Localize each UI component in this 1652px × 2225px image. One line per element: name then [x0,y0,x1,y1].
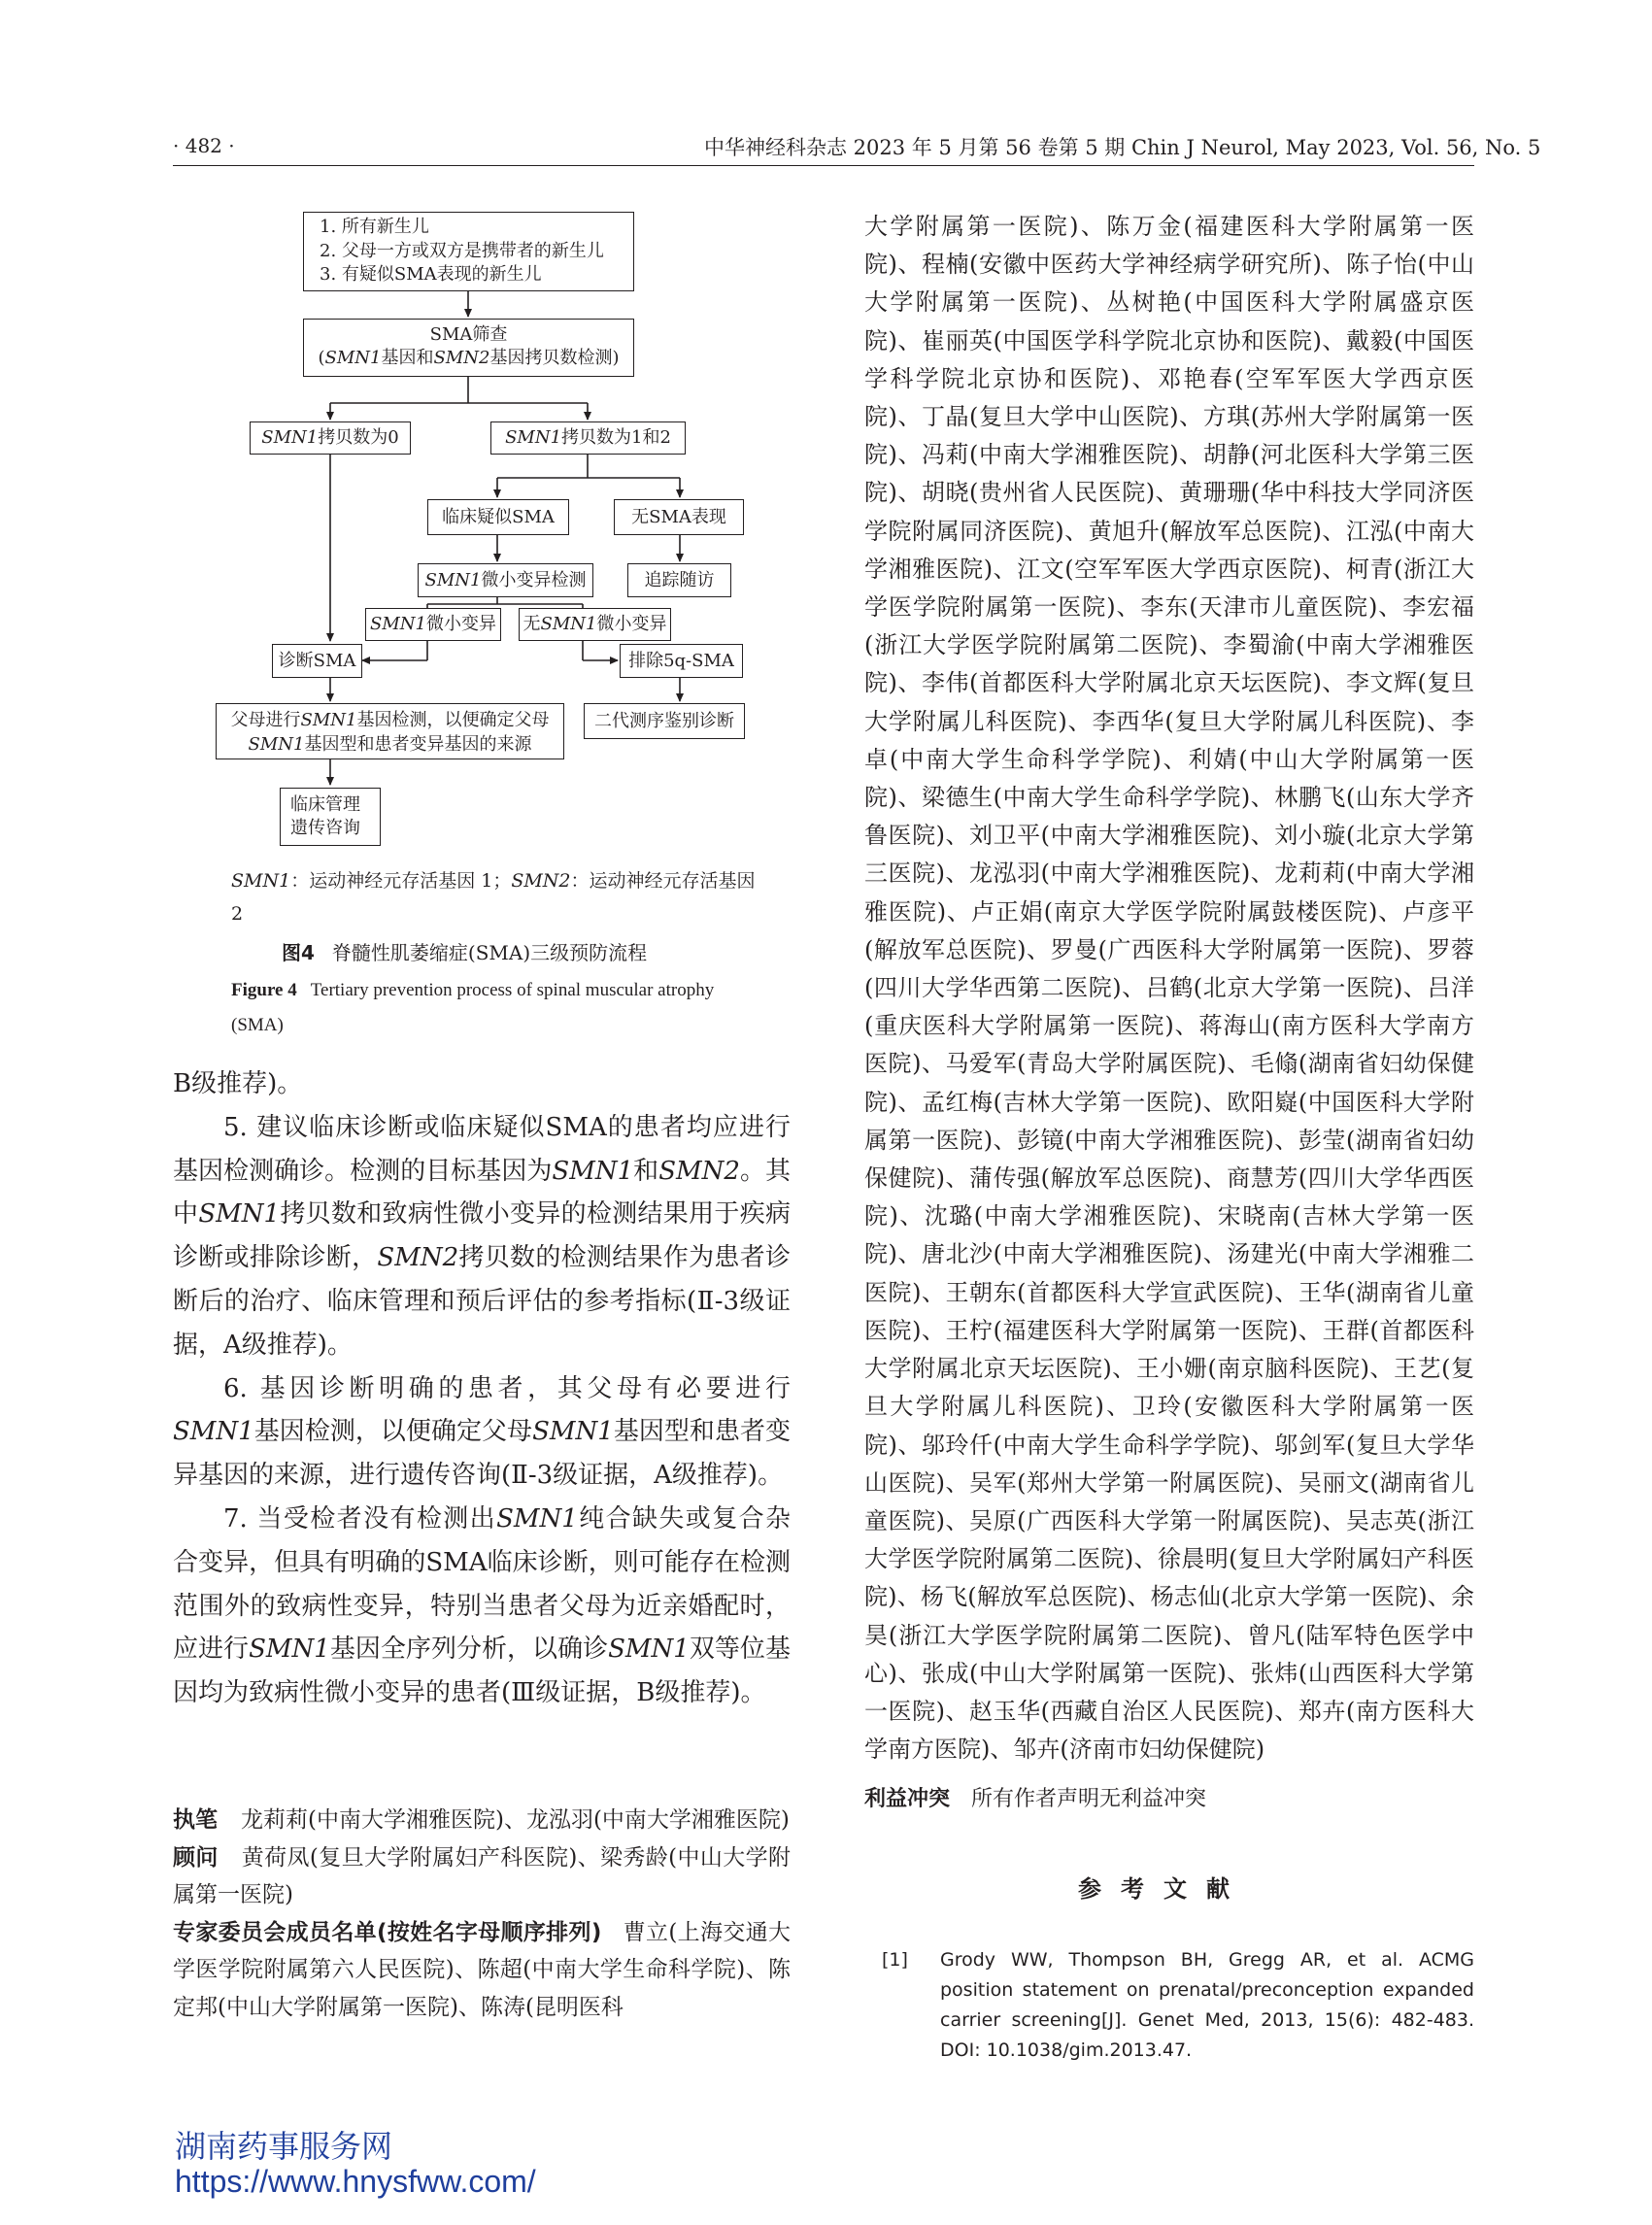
figure-caption-cn: 图4 脊髓性肌萎缩症(SMA)三级预防流程 [282,941,648,964]
figure-caption-en: Figure 4 Tertiary prevention process of spinal muscular atrophy (SMA) [231,980,715,1035]
sma-screening-box [303,319,634,377]
watermark-url[interactable]: https://www.hnysfww.com/ [175,2164,536,2199]
parents-line-2: SMN1基因型和患者变异基因的来源 [248,734,532,755]
references-title: 参考文献 [1078,1875,1249,1903]
micro-variant-no-box: 无 SMN1 微小变异 [519,608,671,641]
no-sma-box: 无SMA表现 [614,499,744,535]
left-column-body [173,1062,791,1715]
start-line-3: 3. 有疑似SMA表现的新生儿 [320,264,542,285]
continuation-text: B级推荐)。 [173,1069,303,1098]
screening-title: SMA筛查 [429,324,508,345]
copy-number-0-box: SMN1 拷贝数为0 [250,421,411,455]
advisor-line: 顾问 黄荷凤(复旦大学附属妇产科医院)、梁秀龄(中山大学附属第一医院) [173,1844,792,1907]
recommendation-5: 5. 建议临床诊断或临床疑似SMA的患者均应进行基因检测确诊。检测的目标基因为SMN1和SMN2。其中SMN1拷贝数和致病性微小变异的检测结果用于疾病诊断或排除诊断，SMN2拷贝数的检测结果作为患者诊断后的治疗、临床管理和预后评估的参考指标(Ⅱ-3级证据，A级推荐)。 [173,1112,791,1360]
conflict-of-interest: 利益冲突 所有作者声明无利益冲突 [864,1787,1207,1811]
ngs-box: 二代测序鉴别诊断 [584,703,745,739]
reference-text: Grody WW, Thompson BH, Gregg AR, et al. ACMG position statement on prenatal/preconception expanded carrier screening[J]. Genet Med, 2013, 15(6): 482-483. DOI: 10.1038/gim.2013.47. [940,1949,1474,2061]
screening-subtitle: (SMN1基因和SMN2基因拷贝数检测) [318,348,620,368]
flowchart-start-box [303,212,634,291]
copy-number-1-2-box: SMN1 拷贝数为1和2 [490,421,686,455]
committee-list: 专家委员会成员名单(按姓名字母顺序排列) 曹立(上海交通大学医学院附属第六人民医院)、陈超(中南大学生命科学院)、陈定邦(中山大学附属第一医院)、陈涛(昆明医科 [173,1919,791,2020]
start-line-2: 2. 父母一方或双方是携带者的新生儿 [320,240,604,261]
watermark-site-name: 湖南药事服务网 [175,2128,393,2165]
follow-up-box: 追踪随访 [627,563,731,597]
diagnose-sma-box: 诊断SMA [272,644,362,678]
genetic-counseling-line: 遗传咨询 [290,818,360,838]
committee-list-continued: 大学附属第一医院)、陈万金(福建医科大学附属第一医院)、程楠(安徽中医药大学神经病学研究所)、陈子怡(中山大学附属第一医院)、丛树艳(中国医科大学附属盛京医院)、崔丽英(中国医学科学院北京协和医院)、戴毅(中国医学科学院北京协和医院)、邓艳春(空军军医大学西京医院)、丁晶(复旦大学中山医院)、方琪(苏州大学附属第一医院)、冯莉(中南大学湘雅医院)、胡静(河北医科大学第三医院)、胡晓(贵州省人民医院)、黄珊珊(华中科技大学同济医学院附属同济医院)、黄旭升(解放军总医院)、江泓(中南大学湘雅医院)、江文(空军军医大学西京医院)、柯青(浙江大学医学院附属第一医院)、李东(天津市儿童医院)、李宏福(浙江大学医学院附属第二医院)、李蜀渝(中南大学湘雅医院)、李伟(首都医科大学附属北京天坛医院)、李文辉(复旦大学附属儿科医院)、李西华(复旦大学附属儿科医院)、李卓(中南大学生命科学学院)、利婧(中山大学附属第一医院)、梁德生(中南大学生命科学学院)、林鹏飞(山东大学齐鲁医院)、刘卫平(中南大学湘雅医院)、刘小璇(北京大学第三医院)、龙泓羽(中南大学湘雅医院)、龙莉莉(中南大学湘雅医院)、卢正娟(南京大学医学院附属鼓楼医院)、卢彦平(解放军总医院)、罗曼(广西医科大学附属第一医院)、罗蓉(四川大学华西第二医院)、吕鹤(北京大学第一医院)、吕洋(重庆医科大学附属第一医院)、蒋海山(南方医科大学南方医院)、马爱军(青岛大学附属医院)、毛翛(湖南省妇幼保健院)、孟红梅(吉林大学第一医院)、欧阳嶷(中国医科大学附属第一医院)、彭镜(中南大学湘雅医院)、彭莹(湖南省妇幼保健院)、蒲传强(解放军总医院)、商慧芳(四川大学华西医院)、沈璐(中南大学湘雅医院)、宋晓南(吉林大学第一医院)、唐北沙(中南大学湘雅医院)、汤建光(中南大学湘雅二医院)、王朝东(首都医科大学宣武医院)、王华(湖南省儿童医院)、王柠(福建医科大学附属第一医院)、王群(首都医科大学附属北京天坛医院)、王小姗(南京脑科医院)、王艺(复旦大学附属儿科医院)、卫玲(安徽医科大学附属第一医院)、邬玲仟(中南大学生命科学学院)、邬剑军(复旦大学华山医院)、吴军(郑州大学第一附属医院)、吴丽文(湖南省儿童医院)、吴原(广西医科大学第一附属医院)、吴志英(浙江大学医学院附属第二医院)、徐晨明(复旦大学附属妇产科医院)、杨飞(解放军总医院)、杨志仙(北京大学第一医院)、余昊(浙江大学医学院附属第二医院)、曾凡(陆军特色医学中心)、张成(中山大学附属第一医院)、张炜(山西医科大学第一医院)、赵玉华(西藏自治区人民医院)、郑卉(南方医科大学南方医院)、邹卉(济南市妇幼保健院) [864,213,1474,1764]
writer-line: 执笔 龙莉莉(中南大学湘雅医院)、龙泓羽(中南大学湘雅医院) [173,1807,790,1833]
clinical-management-box [280,788,381,846]
credits [173,1802,791,2026]
figure-abbreviation-note: SMN1：运动神经元存活基因 1；SMN2：运动神经元存活基因2 [231,870,756,925]
clinical-management-line: 临床管理 [290,794,360,815]
parents-line-1: 父母进行SMN1基因检测，以便确定父母 [230,710,550,730]
start-line-1: 1. 所有新生儿 [320,217,429,237]
flowchart [0,0,777,855]
recommendation-6: 6. 基因诊断明确的患者，其父母有必要进行SMN1基因检测，以便确定父母SMN1基因型和患者变异基因的来源，进行遗传咨询(Ⅱ-3级证据，A级推荐)。 [173,1373,791,1491]
recommendation-7: 7. 当受检者没有检测出SMN1纯合缺失或复合杂合变异，但具有明确的SMA临床诊断，则可能存在检测范围外的致病性变异，特别当患者父母为近亲婚配时，应进行SMN1基因全序列分析，以确诊SMN1双等位基因均为致病性微小变异的患者(Ⅲ级证据，B级推荐)。 [173,1503,791,1708]
reference-number: [1] [882,1949,908,1971]
micro-variant-yes-box: SMN1 微小变异 [365,608,501,641]
clinical-suspect-box: 临床疑似SMA [427,499,569,535]
right-column-body [864,208,1474,1769]
page-number: · 482 · [173,134,235,157]
exclude-5q-sma-box: 排除5q-SMA [620,644,743,678]
reference-item [882,1945,1474,2066]
journal-header: 中华神经科杂志 2023 年 5 月第 56 卷第 5 期 Chin J Neurol, May 2023, Vol. 56, No. 5 [704,136,1541,159]
micro-variant-detect-box: SMN1 微小变异检测 [418,563,593,597]
parents-testing-box [216,703,564,759]
